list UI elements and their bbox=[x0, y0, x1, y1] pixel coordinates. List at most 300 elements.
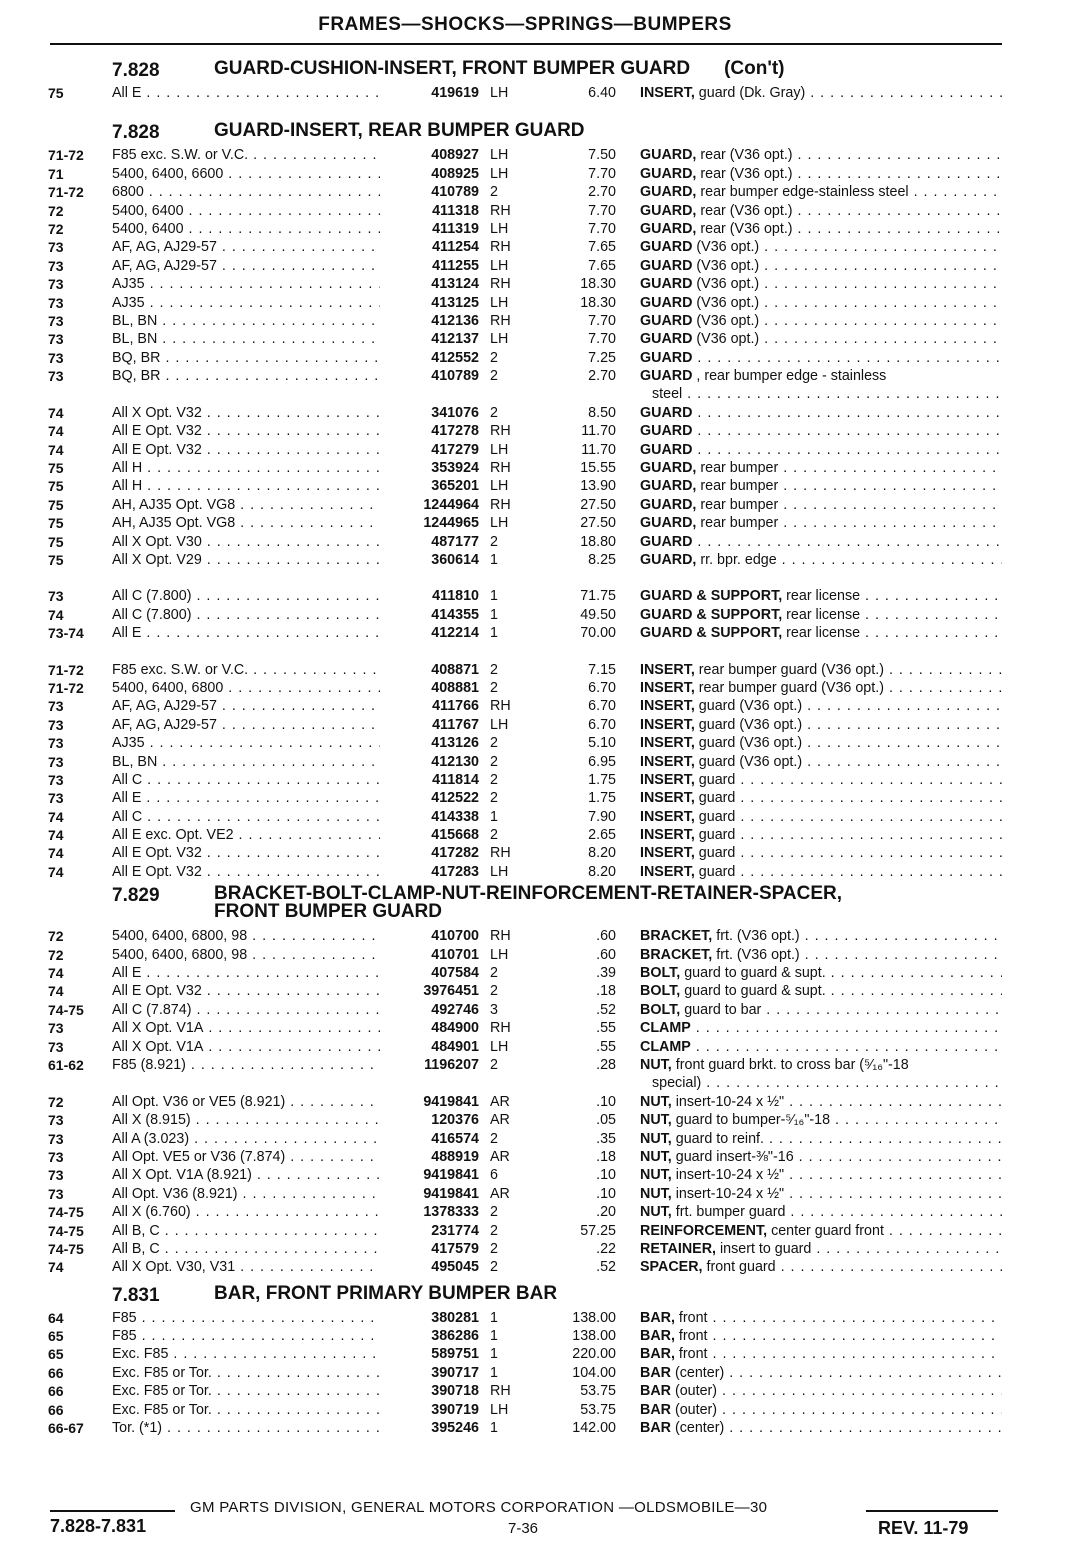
part-detail: (V36 opt.) bbox=[692, 239, 760, 256]
quantity: LH bbox=[490, 1038, 509, 1055]
list-price: 7.70 bbox=[588, 165, 616, 182]
section-heading bbox=[48, 118, 1003, 146]
part-description bbox=[640, 1093, 1002, 1111]
part-detail: (V36 opt.) bbox=[692, 257, 760, 274]
part-description bbox=[640, 1222, 1002, 1240]
model-year: 73 bbox=[48, 331, 64, 348]
part-name: NUT, bbox=[640, 1130, 672, 1147]
part-number: 417279 bbox=[431, 441, 479, 458]
parts-row bbox=[48, 422, 1003, 440]
list-price: 49.50 bbox=[580, 606, 616, 623]
part-description bbox=[640, 771, 1002, 789]
model-year: 75 bbox=[48, 533, 64, 550]
part-name: BAR bbox=[640, 1383, 671, 1400]
part-name: GUARD, bbox=[640, 515, 697, 532]
part-name: GUARD, bbox=[640, 184, 697, 201]
model-applicability: F85 . . . bbox=[112, 1327, 380, 1345]
part-name: GUARD, bbox=[640, 165, 697, 182]
part-description bbox=[640, 1001, 1002, 1019]
part-name: GUARD bbox=[640, 257, 693, 274]
parts-row bbox=[48, 146, 1003, 164]
model-applicability: All E Opt. V32 . . . bbox=[112, 844, 380, 862]
part-detail-continued: special) bbox=[652, 1075, 702, 1092]
part-detail: frt. bumper guard bbox=[671, 1204, 786, 1221]
part-name: INSERT, bbox=[640, 716, 695, 733]
part-description bbox=[640, 84, 1002, 102]
model-year: 66 bbox=[48, 1364, 64, 1381]
part-detail: rear bumper bbox=[696, 478, 779, 495]
parts-row bbox=[48, 587, 1003, 605]
part-name: GUARD, bbox=[640, 460, 697, 477]
part-number: 589751 bbox=[431, 1346, 479, 1363]
part-number: 408925 bbox=[431, 165, 479, 182]
quantity: LH bbox=[490, 331, 509, 348]
model-year: 66 bbox=[48, 1401, 64, 1418]
parts-row bbox=[48, 1401, 1003, 1419]
part-description bbox=[640, 697, 1002, 715]
parts-row bbox=[48, 771, 1003, 789]
part-name: INSERT, bbox=[640, 753, 695, 770]
list-price: 70.00 bbox=[580, 625, 616, 642]
part-number: 412136 bbox=[431, 312, 479, 329]
parts-row bbox=[48, 1382, 1003, 1400]
model-year: 73 bbox=[48, 1130, 64, 1147]
part-description bbox=[640, 183, 1002, 201]
model-applicability: Tor. (*1) . . . bbox=[112, 1419, 380, 1437]
parts-row bbox=[48, 606, 1003, 624]
part-number: 416574 bbox=[431, 1130, 479, 1147]
quantity: RH bbox=[490, 928, 511, 945]
part-name: INSERT, bbox=[640, 771, 695, 788]
model-year: 71-72 bbox=[48, 147, 84, 164]
section-heading bbox=[48, 56, 1003, 84]
part-name: BOLT, bbox=[640, 1001, 681, 1018]
list-price: 11.70 bbox=[581, 423, 616, 440]
list-price: 8.25 bbox=[588, 552, 616, 568]
model-year: 64 bbox=[48, 1309, 64, 1326]
part-description bbox=[640, 1401, 1002, 1419]
part-number: 231774 bbox=[431, 1222, 479, 1239]
model-applicability: All X Opt. V1A (8.921) . . . bbox=[112, 1166, 380, 1184]
list-price: 104.00 bbox=[572, 1364, 616, 1381]
quantity: AR bbox=[490, 1185, 510, 1202]
part-detail: guard bbox=[694, 845, 736, 862]
part-name: INSERT, bbox=[640, 661, 695, 678]
part-number: 411810 bbox=[432, 588, 479, 605]
parts-row bbox=[48, 1419, 1003, 1437]
part-detail: (center) bbox=[670, 1420, 725, 1437]
part-description bbox=[640, 679, 1002, 697]
part-detail: front bbox=[674, 1328, 708, 1345]
part-number: 414338 bbox=[431, 808, 479, 825]
list-price: .52 bbox=[596, 1001, 616, 1018]
list-price: 6.95 bbox=[588, 753, 616, 770]
list-price: 57.25 bbox=[580, 1222, 616, 1239]
part-detail: rear license bbox=[782, 606, 861, 623]
part-detail: guard bbox=[694, 790, 736, 807]
quantity: 2 bbox=[490, 1130, 498, 1147]
part-name: GUARD, bbox=[640, 147, 697, 164]
model-year: 73 bbox=[48, 1038, 64, 1055]
model-year: 72 bbox=[48, 1093, 64, 1110]
part-number: 9419841 bbox=[423, 1167, 479, 1184]
model-year: 74-75 bbox=[48, 1204, 84, 1221]
part-number: 412522 bbox=[431, 790, 479, 807]
part-description bbox=[640, 1130, 1002, 1148]
list-price: 7.70 bbox=[588, 312, 616, 329]
model-applicability: All E . . . bbox=[112, 964, 380, 982]
model-applicability: 5400, 6400, 6800, 98 . . . bbox=[112, 927, 380, 945]
part-description bbox=[640, 477, 1002, 495]
parts-row bbox=[48, 202, 1003, 220]
quantity: 2 bbox=[490, 983, 498, 1000]
model-applicability: 5400, 6400 . . . bbox=[112, 202, 380, 220]
section-heading bbox=[48, 1281, 1003, 1309]
part-name: GUARD bbox=[640, 294, 693, 311]
model-year: 73 bbox=[48, 588, 64, 605]
part-description bbox=[640, 808, 1002, 826]
part-name: GUARD, bbox=[640, 478, 697, 495]
model-applicability: All E Opt. V32 . . . bbox=[112, 863, 380, 881]
quantity: 1 bbox=[490, 1328, 498, 1345]
list-price: .22 bbox=[596, 1240, 616, 1257]
model-year: 73 bbox=[48, 790, 64, 807]
model-year: 74 bbox=[48, 404, 64, 421]
list-price: 7.70 bbox=[588, 220, 616, 237]
section-number: 7.829 bbox=[112, 885, 160, 907]
list-price: 6.40 bbox=[588, 85, 616, 101]
model-year: 73 bbox=[48, 1148, 64, 1165]
list-price: 6.70 bbox=[588, 679, 616, 696]
model-applicability: AF, AG, AJ29-57 . . . bbox=[112, 697, 380, 715]
part-detail: rr. bpr. edge bbox=[696, 552, 777, 568]
parts-row bbox=[48, 697, 1003, 715]
model-year: 71 bbox=[48, 165, 64, 182]
footer-publisher: GM PARTS DIVISION, GENERAL MOTORS CORPORATION —OLDSMOBILE—30 bbox=[190, 1499, 768, 1516]
section-heading bbox=[48, 881, 1003, 927]
quantity: RH bbox=[490, 202, 511, 219]
parts-row bbox=[48, 312, 1003, 330]
parts-row bbox=[48, 927, 1003, 945]
part-description bbox=[640, 1111, 1002, 1129]
list-price: 18.30 bbox=[580, 276, 616, 293]
model-year: 73 bbox=[48, 257, 64, 274]
quantity: 1 bbox=[490, 588, 498, 605]
model-year: 74 bbox=[48, 606, 64, 623]
list-price: 53.75 bbox=[580, 1401, 616, 1418]
part-description bbox=[640, 661, 1002, 679]
model-applicability: All C (7.874) . . . bbox=[112, 1001, 380, 1019]
quantity: 1 bbox=[490, 1364, 498, 1381]
quantity: 2 bbox=[490, 1204, 498, 1221]
part-detail: (outer) bbox=[670, 1401, 718, 1418]
model-year: 74 bbox=[48, 441, 64, 458]
parts-row bbox=[48, 1364, 1003, 1382]
list-price: 138.00 bbox=[572, 1309, 616, 1326]
part-description bbox=[640, 982, 1002, 1000]
parts-row bbox=[48, 982, 1003, 1000]
quantity: RH bbox=[490, 312, 511, 329]
header-rule bbox=[50, 43, 1002, 45]
part-description bbox=[640, 533, 1002, 551]
part-name: INSERT, bbox=[640, 85, 695, 101]
part-number: 411254 bbox=[432, 239, 479, 256]
model-applicability: All E . . . bbox=[112, 84, 380, 102]
part-name: REINFORCEMENT, bbox=[640, 1222, 768, 1239]
model-applicability: Exc. F85 . . . bbox=[112, 1345, 380, 1363]
quantity: RH bbox=[490, 423, 511, 440]
part-number: 1196207 bbox=[424, 1056, 479, 1073]
part-description bbox=[640, 844, 1002, 862]
section-title-text: GUARD-CUSHION-INSERT, FRONT BUMPER GUARD bbox=[214, 58, 691, 79]
model-year: 73 bbox=[48, 294, 64, 311]
part-name: INSERT, bbox=[640, 863, 695, 880]
list-price: 8.50 bbox=[588, 404, 616, 421]
part-name: BAR bbox=[640, 1364, 671, 1381]
quantity: 2 bbox=[490, 349, 498, 366]
part-detail: (V36 opt.) bbox=[692, 312, 760, 329]
part-number: 413126 bbox=[431, 735, 479, 752]
quantity: RH bbox=[490, 1020, 511, 1037]
part-detail: rear bumper bbox=[696, 496, 779, 513]
section-title-line2: FRONT BUMPER GUARD bbox=[214, 901, 442, 923]
part-number: 410789 bbox=[431, 368, 479, 385]
quantity: AR bbox=[490, 1148, 510, 1165]
quantity: 2 bbox=[490, 1222, 498, 1239]
model-year: 74 bbox=[48, 423, 64, 440]
part-name: GUARD & SUPPORT, bbox=[640, 625, 783, 642]
part-detail: guard (V36 opt.) bbox=[694, 698, 803, 715]
model-year: 73 bbox=[48, 1167, 64, 1184]
section-number: 7.828 bbox=[112, 122, 160, 144]
model-applicability: Exc. F85 or Tor. . . . bbox=[112, 1401, 380, 1419]
part-name: GUARD & SUPPORT, bbox=[640, 606, 783, 623]
quantity: 1 bbox=[490, 808, 498, 825]
part-name: GUARD & SUPPORT, bbox=[640, 588, 783, 605]
part-number: 360614 bbox=[431, 552, 479, 568]
part-name: BAR bbox=[640, 1420, 671, 1437]
part-description bbox=[640, 404, 1002, 422]
part-description bbox=[640, 275, 1002, 293]
list-price: 13.90 bbox=[580, 478, 616, 495]
part-description bbox=[640, 1240, 1002, 1258]
part-description bbox=[640, 1166, 1002, 1184]
part-detail: (outer) bbox=[670, 1383, 718, 1400]
parts-row bbox=[48, 624, 1003, 642]
quantity: 3 bbox=[490, 1001, 498, 1018]
model-applicability: F85 exc. S.W. or V.C. . . . bbox=[112, 661, 380, 679]
model-year: 75 bbox=[48, 515, 64, 532]
list-price: .10 bbox=[596, 1185, 616, 1202]
list-price: .55 bbox=[596, 1020, 616, 1037]
model-year: 61-62 bbox=[48, 1056, 84, 1073]
parts-row bbox=[48, 275, 1003, 293]
section-number: 7.828 bbox=[112, 60, 160, 81]
model-year: 74 bbox=[48, 845, 64, 862]
parts-row bbox=[48, 477, 1003, 495]
list-price: 8.20 bbox=[588, 845, 616, 862]
list-price: .60 bbox=[596, 946, 616, 963]
parts-row bbox=[48, 459, 1003, 477]
quantity: 2 bbox=[490, 790, 498, 807]
part-detail: rear bumper guard (V36 opt.) bbox=[694, 661, 884, 678]
part-description bbox=[640, 1056, 1002, 1093]
part-description bbox=[640, 716, 1002, 734]
model-applicability: All X (8.915) . . . bbox=[112, 1111, 380, 1129]
quantity: 2 bbox=[490, 661, 498, 678]
quantity: RH bbox=[490, 239, 511, 256]
quantity: 2 bbox=[490, 771, 498, 788]
parts-row bbox=[48, 1148, 1003, 1166]
model-applicability: All E . . . bbox=[112, 624, 380, 642]
model-applicability: Exc. F85 or Tor. . . . bbox=[112, 1382, 380, 1400]
model-applicability: 5400, 6400, 6800 . . . bbox=[112, 679, 380, 697]
parts-row bbox=[48, 753, 1003, 771]
part-name: BAR, bbox=[640, 1346, 675, 1363]
quantity: LH bbox=[490, 85, 509, 101]
part-description bbox=[640, 220, 1002, 238]
model-applicability: All C (7.800) . . . bbox=[112, 606, 380, 624]
model-applicability: All E Opt. V32 . . . bbox=[112, 441, 380, 459]
model-applicability: AF, AG, AJ29-57 . . . bbox=[112, 716, 380, 734]
model-year: 73 bbox=[48, 1020, 64, 1037]
part-description bbox=[640, 1382, 1002, 1400]
parts-row bbox=[48, 551, 1003, 569]
quantity: RH bbox=[490, 276, 511, 293]
part-name: NUT, bbox=[640, 1204, 672, 1221]
part-name: BRACKET, bbox=[640, 946, 713, 963]
quantity: LH bbox=[490, 165, 509, 182]
quantity: RH bbox=[490, 496, 511, 513]
quantity: LH bbox=[490, 515, 509, 532]
model-applicability: All A (3.023) . . . bbox=[112, 1130, 380, 1148]
model-applicability: All Opt. V36 or VE5 (8.921) . . . bbox=[112, 1093, 380, 1111]
model-applicability: All C . . . bbox=[112, 771, 380, 789]
list-price: 15.55 bbox=[580, 460, 616, 477]
model-applicability: F85 . . . bbox=[112, 1309, 380, 1327]
parts-row bbox=[48, 1019, 1003, 1037]
parts-catalog bbox=[48, 56, 1003, 1437]
part-detail: guard bbox=[694, 827, 736, 844]
part-detail: rear (V36 opt.) bbox=[696, 202, 793, 219]
part-detail: front guard brkt. to cross bar (⁵⁄₁₆"-18 bbox=[671, 1056, 909, 1073]
part-name: INSERT, bbox=[640, 735, 695, 752]
part-name: NUT, bbox=[640, 1185, 672, 1202]
quantity: 1 bbox=[490, 625, 498, 642]
quantity: LH bbox=[490, 716, 509, 733]
model-year: 71-72 bbox=[48, 679, 84, 696]
part-name: GUARD bbox=[640, 423, 693, 440]
model-applicability: BL, BN . . . bbox=[112, 312, 380, 330]
model-applicability: BQ, BR . . . bbox=[112, 349, 380, 367]
part-number: 417282 bbox=[431, 845, 479, 862]
part-number: 413125 bbox=[431, 294, 479, 311]
quantity: 2 bbox=[490, 533, 498, 550]
model-year: 74 bbox=[48, 1259, 64, 1276]
parts-row bbox=[48, 844, 1003, 862]
part-description bbox=[640, 606, 1002, 624]
model-applicability: Exc. F85 or Tor. . . . bbox=[112, 1364, 380, 1382]
model-applicability: AF, AG, AJ29-57 . . . bbox=[112, 238, 380, 256]
model-year: 73 bbox=[48, 698, 64, 715]
section-title bbox=[214, 1282, 558, 1304]
model-applicability: AJ35 . . . bbox=[112, 275, 380, 293]
model-year: 73 bbox=[48, 239, 64, 256]
model-applicability: AJ35 . . . bbox=[112, 294, 380, 312]
parts-row bbox=[48, 1093, 1003, 1111]
part-number: 419619 bbox=[431, 85, 479, 101]
model-year: 75 bbox=[48, 85, 64, 101]
quantity: RH bbox=[490, 845, 511, 862]
part-description bbox=[640, 514, 1002, 532]
model-applicability: All X Opt. V29 . . . bbox=[112, 551, 380, 569]
list-price: 2.70 bbox=[588, 184, 616, 201]
part-detail: frt. (V36 opt.) bbox=[712, 946, 800, 963]
part-description bbox=[640, 1258, 1002, 1276]
part-number: 9419841 bbox=[423, 1185, 479, 1202]
quantity: LH bbox=[490, 220, 509, 237]
list-price: 7.65 bbox=[588, 257, 616, 274]
model-applicability: All X (6.760) . . . bbox=[112, 1203, 380, 1221]
model-applicability: All Opt. VE5 or V36 (7.874) . . . bbox=[112, 1148, 380, 1166]
model-year: 73 bbox=[48, 368, 64, 385]
model-year: 73 bbox=[48, 312, 64, 329]
page-title: FRAMES—SHOCKS—SPRINGS—BUMPERS bbox=[318, 14, 732, 35]
model-year: 66-67 bbox=[48, 1420, 84, 1437]
model-applicability: All X Opt. V32 . . . bbox=[112, 404, 380, 422]
quantity: LH bbox=[490, 147, 509, 164]
parts-row bbox=[48, 1001, 1003, 1019]
part-name: NUT, bbox=[640, 1056, 672, 1073]
model-year: 74-75 bbox=[48, 1240, 84, 1257]
quantity: 2 bbox=[490, 965, 498, 982]
part-description bbox=[640, 1019, 1002, 1037]
model-year: 73 bbox=[48, 1112, 64, 1129]
part-name: GUARD, bbox=[640, 496, 697, 513]
part-name: GUARD bbox=[640, 276, 693, 293]
model-year: 75 bbox=[48, 552, 64, 568]
footer-rule-left bbox=[50, 1510, 175, 1512]
part-name: BAR, bbox=[640, 1328, 675, 1345]
model-applicability: All X Opt. V1A . . . bbox=[112, 1038, 380, 1056]
part-name: NUT, bbox=[640, 1093, 672, 1110]
list-price: 7.70 bbox=[588, 202, 616, 219]
part-description bbox=[640, 1309, 1002, 1327]
quantity: LH bbox=[490, 1401, 509, 1418]
model-year: 73 bbox=[48, 735, 64, 752]
model-applicability: All H . . . bbox=[112, 459, 380, 477]
model-applicability: AH, AJ35 Opt. VG8 . . . bbox=[112, 514, 380, 532]
part-detail: insert-10-24 x ½" bbox=[671, 1185, 785, 1202]
part-number: 412137 bbox=[431, 331, 479, 348]
part-description bbox=[640, 1345, 1002, 1363]
list-price: .52 bbox=[596, 1259, 616, 1276]
list-price: 6.70 bbox=[588, 716, 616, 733]
model-year: 75 bbox=[48, 496, 64, 513]
section-title-text: GUARD-INSERT, REAR BUMPER GUARD bbox=[214, 120, 585, 142]
part-description bbox=[640, 551, 1002, 569]
footer-revision: REV. 11-79 bbox=[878, 1518, 969, 1538]
part-name: CLAMP bbox=[640, 1038, 691, 1055]
part-description bbox=[640, 238, 1002, 256]
quantity: 2 bbox=[490, 184, 498, 201]
list-price: .60 bbox=[596, 928, 616, 945]
parts-row bbox=[48, 1111, 1003, 1129]
part-detail: (center) bbox=[670, 1364, 725, 1381]
part-detail: guard bbox=[694, 863, 736, 880]
part-name: GUARD bbox=[640, 312, 693, 329]
model-year: 74-75 bbox=[48, 1001, 84, 1018]
